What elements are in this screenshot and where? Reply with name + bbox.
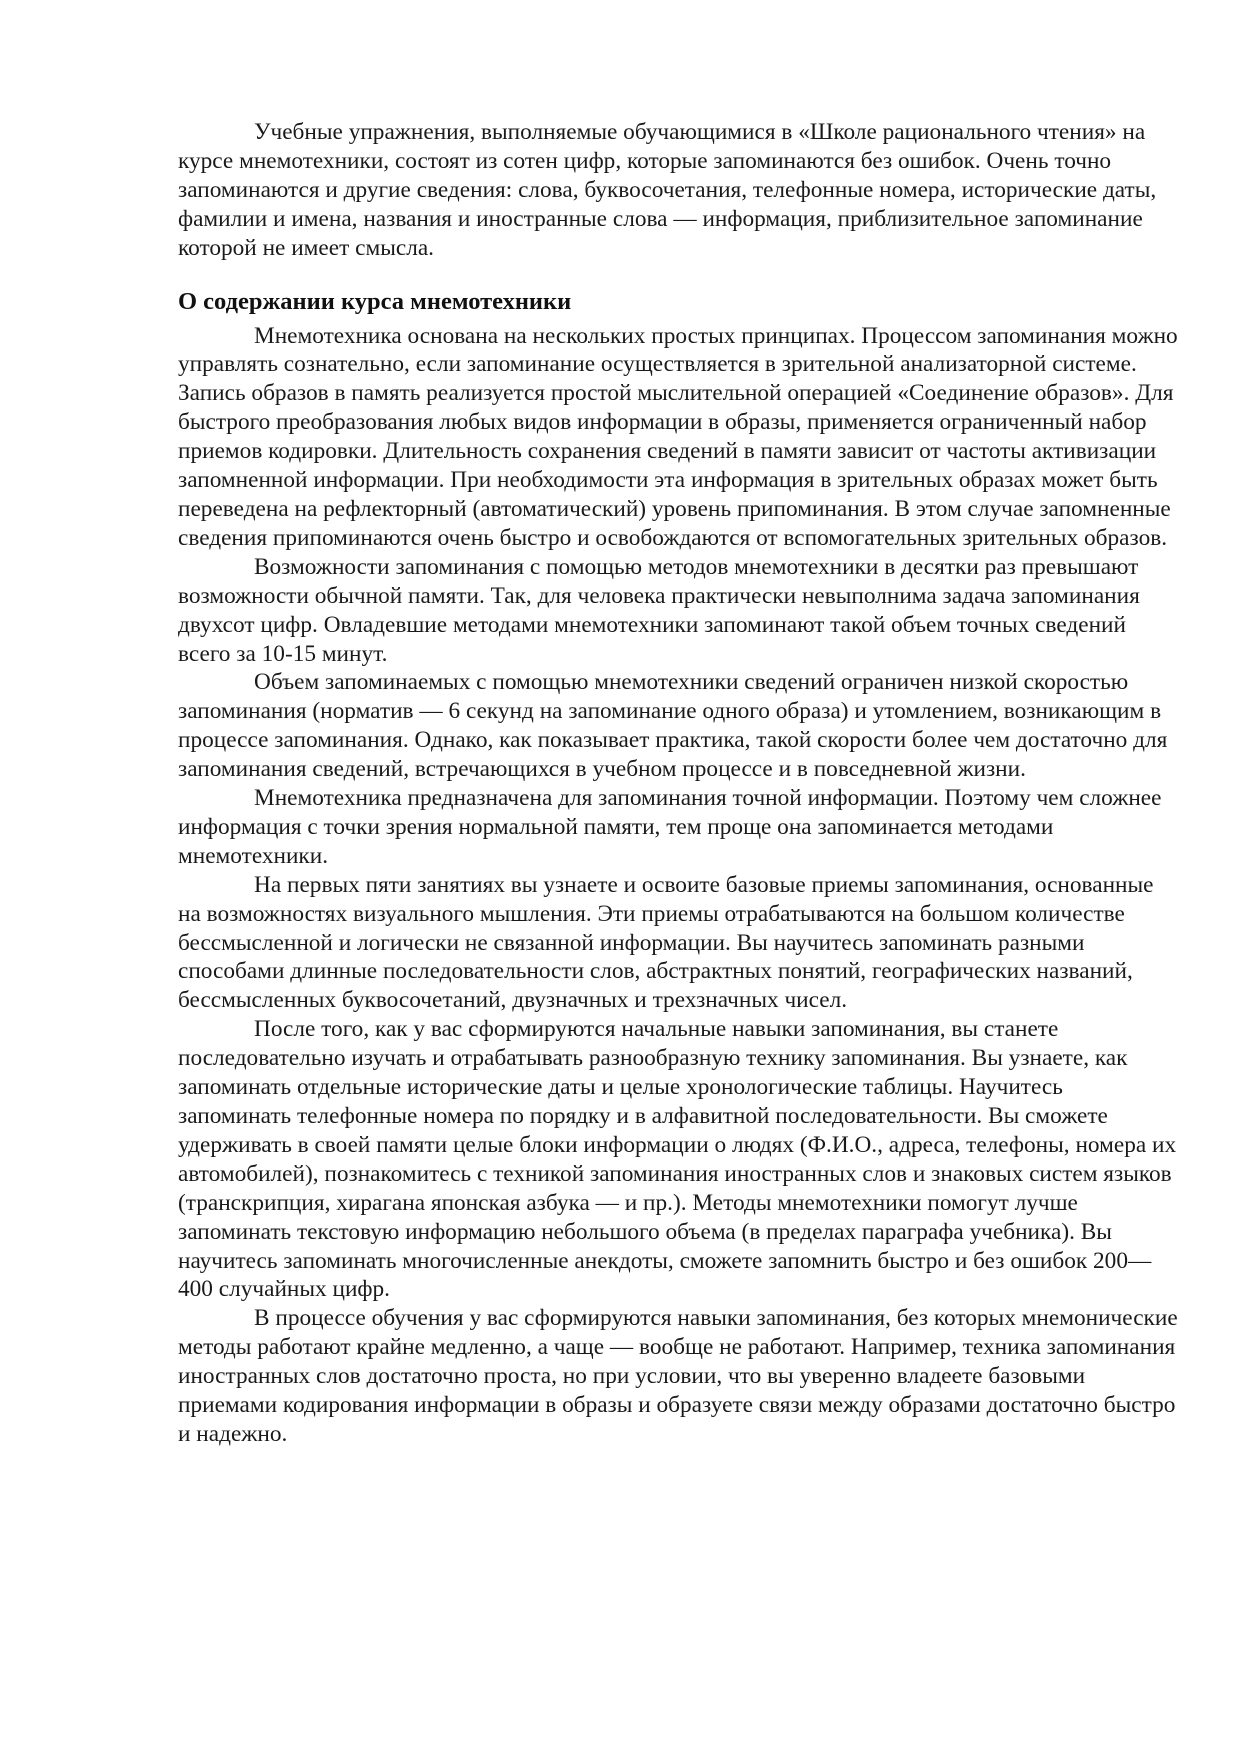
paragraph-possibilities: Возможности запоминания с помощью методов мнемотехники в десятки раз превышают возможности обычной памяти. Так, для человека практически невыполнима задача запоминания двухсот цифр. Овладевшие методами мнемотехники запоминают такой объем точных сведений всего за 10-15 минут.	[178, 553, 1140, 667]
paragraph-first-lessons: На первых пяти занятиях вы узнаете и освоите базовые приемы запоминания, основанные на возможностях визуального мышления. Эти приемы отрабатываются на большом количестве бессмысленной и логически не связанной информации. Вы научитесь запоминать разными способами длинные последовательности слов, абстрактных понятий, географических названий, бессмысленных буквосочетаний, двузначных и трехзначных чисел.	[178, 871, 1154, 1014]
paragraph-further-techniques: После того, как у вас сформируются начальные навыки запоминания, вы станете последовательно изучать и отрабатывать разнообразную технику запоминания. Вы узнаете, как запоминать отдельные исторические даты и целые хронологические таблицы. Научитесь запоминать телефонные номера по порядку и в алфавитной последовательности. Вы сможете удерживать в своей памяти целые блоки информации о людях (Ф.И.О., адреса, телефоны, номера их автомобилей), познакомитесь с техникой запоминания иностранных слов и знаковых систем языков (транскрипция, хирагана японская азбука — и пр.). Методы мнемотехники помогут лучше запоминать текстовую информацию небольшого объема (в пределах параграфа учебника). Вы научитесь запоминать многочисленные анекдоты, сможете запомнить быстро и без ошибок 200—400 случайных цифр.	[178, 1016, 1177, 1303]
paragraph-purpose: Мнемотехника предназначена для запоминания точной информации. Поэтому чем сложнее информация с точки зрения нормальной памяти, тем проще она запоминается методами мнемотехники.	[178, 785, 1162, 869]
page-content	[178, 118, 1178, 1449]
section-heading: О содержании курса мнемотехники	[178, 287, 572, 315]
paragraph-principles: Мнемотехника основана на нескольких простых принципах. Процессом запоминания можно управлять сознательно, если запоминание осуществляется в зрительной анализаторной системе. Запись образов в память реализуется простой мыслительной операцией «Соединение образов». Для быстрого преобразования любых видов информации в образы, применяется ограниченный набор приемов кодировки. Длительность сохранения сведений в памяти зависит от частоты активизации запомненной информации. При необходимости эта информация в зрительных образах может быть переведена на рефлекторный (автоматический) уровень припоминания. В этом случае запомненные сведения припоминаются очень быстро и освобождаются от вспомогательных зрительных образов.	[178, 322, 1178, 551]
paragraph-training-skills: В процессе обучения у вас сформируются навыки запоминания, без которых мнемонические методы работают крайне медленно, а чаще — вообще не работают. Например, техника запоминания иностранных слов достаточно проста, но при условии, что вы уверенно владеете базовыми приемами кодирования информации в образы и образуете связи между образами достаточно быстро и надежно.	[178, 1305, 1178, 1447]
paragraph-volume: Объем запоминаемых с помощью мнемотехники сведений ограничен низкой скоростью запоминания (норматив — 6 секунд на запоминание одного образа) и утомлением, возникающим в процессе запоминания. Однако, как показывает практика, такой скорости более чем достаточно для запоминания сведений, встречающихся в учебном процессе и в повседневной жизни.	[178, 669, 1168, 783]
intro-paragraph: Учебные упражнения, выполняемые обучающимися в «Школе рационального чтения» на курсе мнемотехники, состоят из сотен цифр, которые запоминаются без ошибок. Очень точно запоминаются и другие сведения: слова, буквосочетания, телефонные номера, исторические даты, фамилии и имена, названия и иностранные слова — информация, приблизительное запоминание которой не имеет смысла.	[178, 119, 1157, 261]
